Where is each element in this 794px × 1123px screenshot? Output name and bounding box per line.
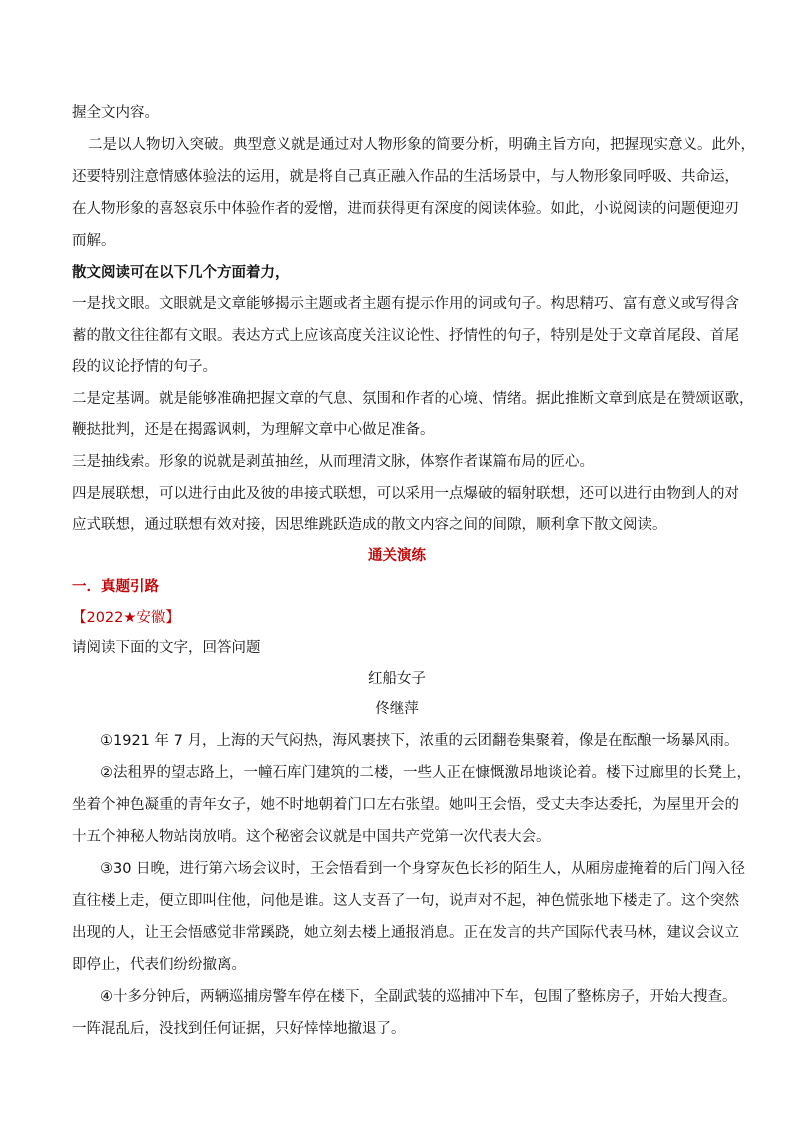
paragraph-line: 三是抽线索。形象的说就是剥茧抽丝，从而理清文脉，体察作者谋篇布局的匠心。 — [72, 454, 594, 470]
story-paragraph-line: 即停止，代表们纷纷撤离。 — [72, 957, 246, 973]
story-paragraph-line: 出现的人，让王会悟感觉非常蹊跷，她立刻去楼上通报消息。正在发言的共产国际代表马林，建议会议立 — [72, 925, 739, 941]
story-paragraph-line: 一阵混乱后，没找到任何证据，只好悻悻地撤退了。 — [72, 1021, 406, 1037]
story-paragraph-line: ④十多分钟后，两辆巡捕房警车停在楼下，全副武装的巡捕冲下车，包围了整栋房子，开始大搜查。 — [100, 989, 737, 1005]
paragraph-line: 应式联想，通过联想有效对接，因思维跳跃造成的散文内容之间的间隙，顺利拿下散文阅读。 — [72, 517, 667, 533]
paragraph-line: 二是定基调。就是能够准确把握文章的气息、氛围和作者的心境、情绪。据此推断文章到底是在赞颂讴歌， — [72, 391, 754, 407]
story-paragraph-line: 直往楼上走，便立即叫住他，问他是谁。这人支吾了一句，说声对不起，神色慌张地下楼走了。这个突然 — [72, 893, 739, 909]
paragraph-line: 四是展联想，可以进行由此及彼的串接式联想，可以采用一点爆破的辐射联想，还可以进行由物到人的对 — [72, 486, 739, 502]
subsection-title: 一．真题引路 — [72, 579, 159, 595]
source-tag: 【2022★安徽】 — [72, 610, 180, 626]
paragraph-line: 一是找文眼。文眼就是文章能够揭示主题或者主题有提示作用的词或句子。构思精巧、富有意义或写得含 — [72, 296, 739, 312]
story-paragraph-line: 十五个神秘人物站岗放哨。这个秘密会议就是中国共产党第一次代表大会。 — [72, 829, 551, 845]
instruction-text: 请阅读下面的文字，回答问题 — [72, 640, 261, 656]
prose-heading: 散文阅读可在以下几个方面着力， — [72, 265, 290, 281]
story-paragraph-line: ③30 日晚，进行第六场会议时，王会悟看到一个身穿灰色长衫的陌生人，从厢房虚掩着的后门闯入径 — [100, 861, 746, 877]
story-author: 佟继萍 — [375, 701, 419, 717]
story-title: 红船女子 — [368, 671, 426, 687]
story-paragraph-line: ②法租界的望志路上，一幢石库门建筑的二楼，一些人正在慷慨激昂地谈论着。楼下过廊里的长凳上， — [100, 765, 751, 781]
paragraph-line: 握全文内容。 — [72, 105, 159, 121]
story-paragraph-line: 坐着个神色凝重的青年女子，她不时地朝着门口左右张望。她叫王会悟，受丈夫李达委托，为屋里开会的 — [72, 797, 739, 813]
paragraph-line: 二是以人物切入突破。典型意义就是通过对人物形象的简要分析，明确主旨方向，把握现实意义。此外， — [88, 137, 755, 153]
paragraph-line: 蓄的散文往往都有文眼。表达方式上应该高度关注议论性、抒情性的句子，特别是处于文章首尾段、首尾 — [72, 328, 739, 344]
section-title: 通关演练 — [368, 548, 426, 564]
paragraph-line: 鞭挞批判，还是在揭露讽刺，为理解文章中心做足准备。 — [72, 422, 435, 438]
paragraph-line: 而解。 — [72, 233, 116, 249]
paragraph-line: 在人物形象的喜怒哀乐中体验作者的爱憎，进而获得更有深度的阅读体验。如此，小说阅读的问题便迎刃 — [72, 201, 739, 217]
paragraph-line: 还要特别注意情感体验法的运用，就是将自己真正融入作品的生活场景中，与人物形象同呼吸、共命运， — [72, 169, 739, 185]
story-paragraph-line: ①1921 年 7 月，上海的天气闷热，海风裹挟下，浓重的云团翻卷集聚着，像是在酝酿一场暴风雨。 — [100, 733, 739, 749]
paragraph-line: 段的议论抒情的句子。 — [72, 359, 217, 375]
